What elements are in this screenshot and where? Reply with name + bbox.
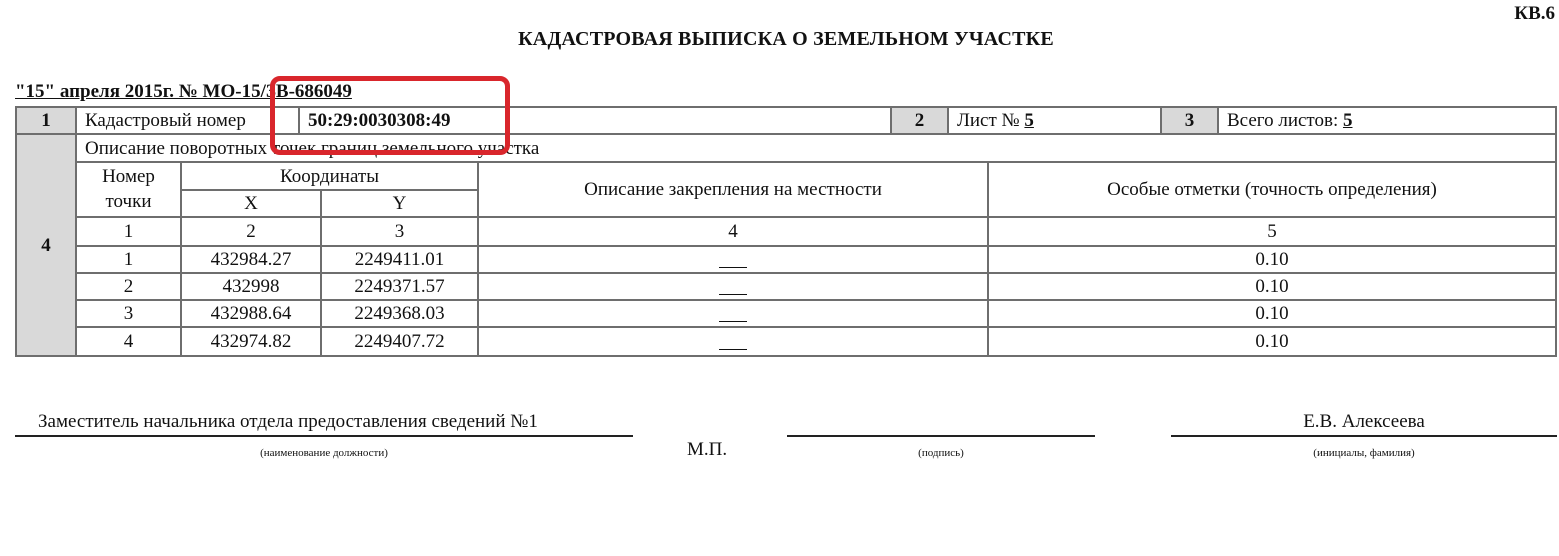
- cell-fixing-description: [477, 299, 989, 328]
- form-code: КВ.6: [1514, 3, 1555, 24]
- header-point-number-line1: Номер: [102, 165, 155, 187]
- signature-underline: [787, 435, 1095, 437]
- cadastral-number-value: 50:29:0030308:49: [298, 106, 892, 135]
- name-underline: [1171, 435, 1557, 437]
- cell-special-note: 0.10: [987, 299, 1557, 328]
- column-number: 5: [987, 216, 1557, 247]
- cell-fixing-description: [477, 326, 989, 357]
- total-sheets-value: 5: [1342, 110, 1353, 131]
- cell-y: 2249411.01: [320, 245, 479, 274]
- total-sheets: [1217, 106, 1557, 135]
- header-coordinates: Координаты: [180, 161, 479, 191]
- cell-y: 2249371.57: [320, 272, 479, 301]
- section-number-4: 4: [15, 133, 77, 357]
- signatory-name: Е.В. Алексеева: [1303, 411, 1425, 432]
- row-number-1: 1: [15, 106, 77, 135]
- cell-special-note: 0.10: [987, 272, 1557, 301]
- sheet-number-label: Лист №: [957, 110, 1020, 131]
- header-point-number: [75, 161, 182, 218]
- name-caption: (инициалы, фамилия): [1313, 447, 1415, 459]
- cell-x: 432974.82: [180, 326, 322, 357]
- cell-point-number: 4: [75, 326, 182, 357]
- column-number: 1: [75, 216, 182, 247]
- cell-point-number: 3: [75, 299, 182, 328]
- cell-point-number: 2: [75, 272, 182, 301]
- signature-caption: (подпись): [918, 447, 964, 459]
- column-number: 4: [477, 216, 989, 247]
- header-y: Y: [320, 189, 479, 218]
- highlight-frame: [270, 76, 510, 155]
- header-point-number-line2: точки: [105, 190, 152, 212]
- header-fixing-description: Описание закрепления на местности: [477, 161, 989, 218]
- signatory-position: Заместитель начальника отдела предоставления сведений №1: [38, 411, 538, 432]
- header-x: X: [180, 189, 322, 218]
- cell-special-note: 0.10: [987, 245, 1557, 274]
- row-number-2: 2: [890, 106, 949, 135]
- empty-dash: [719, 278, 747, 295]
- empty-dash: [719, 305, 747, 322]
- position-caption: (наименование должности): [260, 447, 388, 459]
- document-title: КАДАСТРОВАЯ ВЫПИСКА О ЗЕМЕЛЬНОМ УЧАСТКЕ: [518, 28, 1054, 50]
- cell-x: 432988.64: [180, 299, 322, 328]
- sheet-number-value: 5: [1024, 110, 1034, 131]
- cell-x: 432984.27: [180, 245, 322, 274]
- empty-dash: [719, 333, 747, 350]
- cell-x: 432998: [180, 272, 322, 301]
- sheet-number: [947, 106, 1162, 135]
- total-sheets-label: Всего листов:: [1227, 110, 1339, 131]
- column-number: 3: [320, 216, 479, 247]
- cell-point-number: 1: [75, 245, 182, 274]
- cell-fixing-description: [477, 245, 989, 274]
- cell-y: 2249407.72: [320, 326, 479, 357]
- cadastral-number-label: Кадастровый номер: [75, 106, 300, 135]
- row-number-3: 3: [1160, 106, 1219, 135]
- cell-y: 2249368.03: [320, 299, 479, 328]
- section-title: Описание поворотных точек границ земельного участка: [75, 133, 1557, 163]
- document-date-number: "15" апреля 2015г. № МО-15/ЗВ-686049: [15, 81, 352, 102]
- position-underline: [15, 435, 633, 437]
- empty-dash: [719, 251, 747, 268]
- stamp-place: М.П.: [687, 439, 728, 460]
- cell-fixing-description: [477, 272, 989, 301]
- cell-special-note: 0.10: [987, 326, 1557, 357]
- header-special-notes: Особые отметки (точность определения): [987, 161, 1557, 218]
- column-number: 2: [180, 216, 322, 247]
